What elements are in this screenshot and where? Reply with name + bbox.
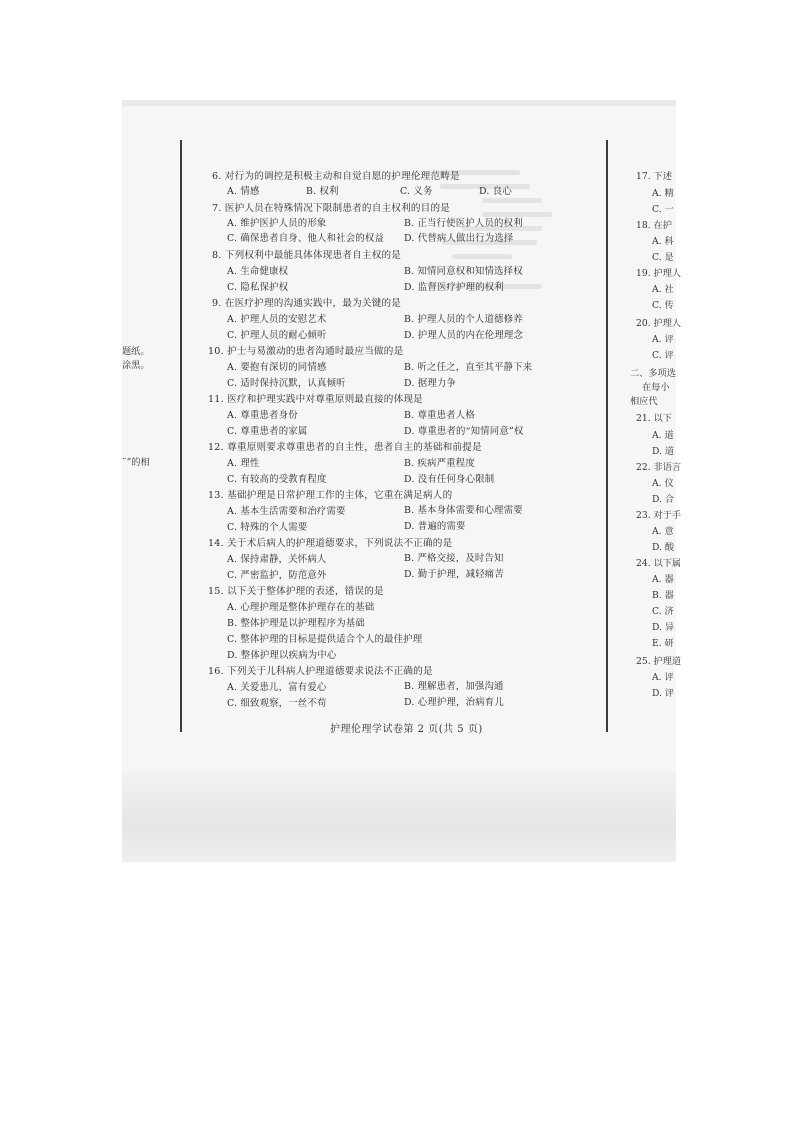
right-page-fragment: A. 科 [652, 236, 674, 247]
bleed-through [482, 198, 542, 203]
question-14: 14. 关于术后病人的护理道德要求，下列说法不正确的是 [208, 538, 453, 549]
option: B. 权利 [306, 186, 339, 197]
scan-edge [122, 100, 676, 106]
right-page-fragment: 23. 对于手 [636, 510, 682, 521]
option: D. 勤于护理，减轻痛苦 [404, 569, 504, 580]
option: D. 普遍的需要 [404, 521, 466, 532]
right-page-fragment: D. 道 [652, 446, 675, 457]
option: A. 保持肃静，关怀病人 [227, 554, 327, 565]
option: C. 有较高的受教育程度 [227, 474, 327, 485]
right-page-fragment: C. 评 [652, 350, 674, 361]
right-page-fragment: A. 意 [652, 526, 674, 537]
option: B. 整体护理是以护理程序为基础 [227, 618, 365, 629]
option: A. 关爱患儿，富有爱心 [227, 682, 327, 693]
option: A. 维护医护人员的形象 [227, 218, 327, 229]
right-page-fragment: E. 研 [652, 638, 674, 649]
option: A. 情感 [227, 186, 260, 197]
option: A. 理性 [227, 458, 260, 469]
option: C. 义务 [400, 186, 433, 197]
question-6: 6. 对行为的调控是积极主动和自觉自愿的护理伦理范畴是 [212, 171, 460, 182]
option: B. 理解患者，加强沟通 [404, 681, 504, 692]
right-page-fragment: D. 酸 [652, 542, 675, 553]
option: C. 尊重患者的家属 [227, 426, 308, 437]
option: D. 心理护理，治病育儿 [404, 697, 504, 708]
option: B. 疾病严重程度 [404, 458, 475, 469]
right-page-fragment: 22. 非语言 [636, 462, 682, 473]
option: D. 良心 [479, 186, 512, 197]
right-page-fragment: D. 异 [652, 622, 675, 633]
option: C. 细致观察，一丝不苟 [227, 698, 327, 709]
option: C. 隐私保护权 [227, 282, 289, 293]
right-page-fragment: A. 精 [652, 188, 674, 199]
question-13: 13. 基础护理是日常护理工作的主体，它重在满足病人的 [208, 490, 453, 501]
question-15: 15. 以下关于整体护理的表述，错误的是 [208, 586, 384, 597]
scanned-page [122, 100, 682, 862]
option: D. 代替病人做出行为选择 [404, 233, 514, 244]
right-page-fragment: A. 评 [652, 334, 674, 345]
option: C. 确保患者自身、他人和社会的权益 [227, 233, 385, 244]
option: B. 听之任之，直至其平静下来 [404, 362, 533, 373]
right-page-fragment: A. 道 [652, 430, 674, 441]
left-page-fragment: ¨”的相 [122, 457, 150, 468]
right-page-fragment: 二、多项选 [630, 368, 676, 379]
option: C. 护理人员的耐心倾听 [227, 330, 327, 341]
right-page-fragment: A. 社 [652, 284, 674, 295]
right-page-fragment: D. 合 [652, 494, 675, 505]
option: B. 基本身体需要和心理需要 [404, 505, 523, 516]
option: A. 基本生活需要和治疗需要 [227, 506, 346, 517]
question-12: 12. 尊重原则要求尊重患者的自主性，患者自主的基础和前提是 [208, 442, 482, 453]
option: A. 尊重患者身份 [227, 410, 298, 421]
question-7: 7. 医护人员在特殊情况下限制患者的自主权利的目的是 [212, 203, 451, 214]
question-16: 16. 下列关于儿科病人护理道德要求说法不正确的是 [208, 666, 433, 677]
right-margin-rule [606, 140, 608, 732]
left-page-fragment: 涂黑。 [122, 360, 150, 371]
right-page-fragment: 25. 护理道 [636, 656, 682, 667]
option: B. 尊重患者人格 [404, 410, 475, 421]
question-9: 9. 在医疗护理的沟通实践中，最为关键的是 [212, 298, 402, 309]
right-page-fragment: 21. 以下 [636, 413, 672, 424]
question-11: 11. 医疗和护理实践中对尊重原则最直接的体现是 [208, 394, 423, 405]
right-page-fragment: 18. 在护 [636, 220, 672, 231]
right-page-fragment: A. 器 [652, 574, 674, 585]
question-10: 10. 护士与易激动的患者沟通时最应当做的是 [208, 346, 404, 357]
option: A. 心理护理是整体护理存在的基础 [227, 602, 375, 613]
right-page-fragment: A. 评 [652, 672, 674, 683]
option: C. 适时保持沉默，认真倾听 [227, 378, 346, 389]
option: A. 要抱有深切的同情感 [227, 362, 327, 373]
page-footer: 护理伦理学试卷第 2 页(共 5 页) [330, 724, 483, 735]
left-page-fragment: 题纸。 [122, 346, 150, 357]
right-page-fragment: 20. 护理人 [636, 318, 682, 329]
option: A. 护理人员的安慰艺术 [227, 314, 327, 325]
option: A. 生命健康权 [227, 266, 289, 277]
scan-shadow [122, 772, 676, 862]
option: D. 尊重患者的“知情同意”权 [404, 426, 524, 437]
option: B. 正当行使医护人员的权利 [404, 218, 523, 229]
option: D. 护理人员的内在伦理理念 [404, 330, 524, 341]
option: D. 监督医疗护理的权利 [404, 282, 504, 293]
option: C. 严密监护，防范意外 [227, 570, 327, 581]
right-page-fragment: 在每小 [642, 382, 670, 393]
right-page-fragment: 24. 以下属 [636, 558, 682, 569]
left-margin-rule [180, 140, 182, 732]
bleed-through [482, 212, 552, 217]
bleed-through [452, 254, 512, 259]
option: B. 严格交接，及时告知 [404, 553, 504, 564]
right-page-fragment: C. 济 [652, 606, 674, 617]
right-page-fragment: 17. 下述 [636, 171, 672, 182]
right-page-fragment: B. 器 [652, 590, 674, 601]
question-8: 8. 下列权利中最能具体体现患者自主权的是 [212, 250, 402, 261]
option: B. 知情同意权和知情选择权 [404, 266, 523, 277]
right-page-fragment: 相应代 [630, 396, 658, 407]
option: C. 整体护理的目标是提供适合个人的最佳护理 [227, 634, 423, 645]
right-page-fragment: C. 一 [652, 204, 674, 215]
right-page-fragment: 19. 护理人 [636, 268, 682, 279]
right-page-fragment: C. 是 [652, 252, 674, 263]
option: C. 特殊的个人需要 [227, 522, 308, 533]
option: D. 整体护理以疾病为中心 [227, 650, 337, 661]
option: D. 没有任何身心限制 [404, 474, 495, 485]
right-page-fragment: D. 评 [652, 688, 675, 699]
right-page-fragment: A. 仪 [652, 478, 674, 489]
option: B. 护理人员的个人道德修养 [404, 314, 523, 325]
option: D. 据理力争 [404, 378, 457, 389]
right-page-fragment: C. 传 [652, 300, 674, 311]
